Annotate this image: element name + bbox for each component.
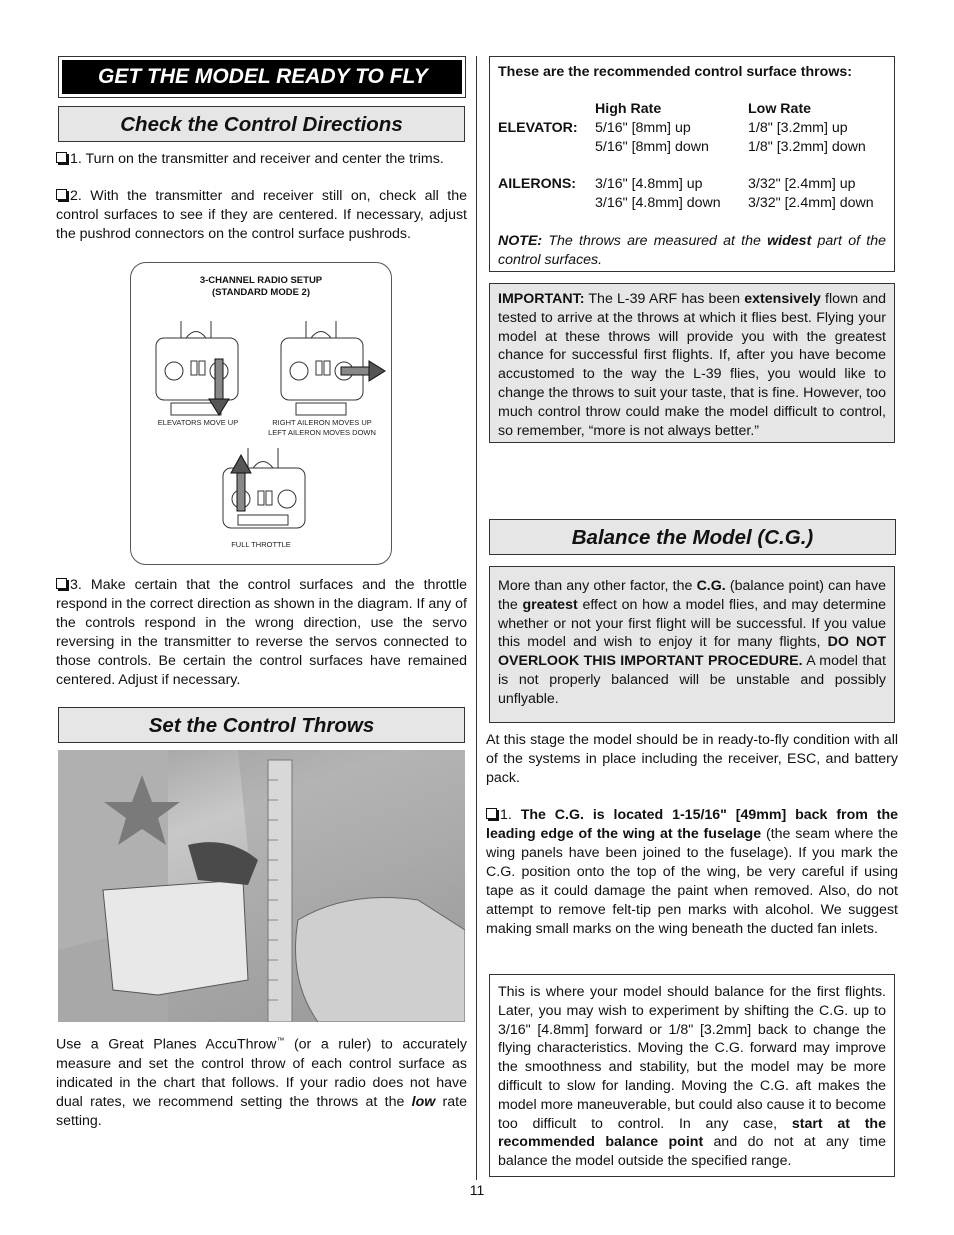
throws-note: NOTE: The throws are measured at the widest part of the control surfaces. [498, 233, 886, 268]
label-elevators-up: ELEVATORS MOVE UP [157, 418, 239, 427]
diagram-title-line2: (STANDARD MODE 2) [212, 287, 310, 298]
check-directions-header: Check the Control Directions [58, 106, 465, 142]
elevator-high-up: 5/16" [8mm] up [595, 120, 691, 136]
transmitter-throttle-icon [223, 448, 305, 528]
low-emphasis: low [411, 1093, 436, 1110]
ailerons-low-up: 3/32" [2.4mm] up [748, 176, 856, 192]
low-rate-header: Low Rate [748, 101, 812, 117]
ailerons-high-down: 3/16" [4.8mm] down [595, 195, 721, 211]
elevator-low-down: 1/8" [3.2mm] down [748, 139, 866, 155]
important-box: IMPORTANT: The L-39 ARF has been extensively flown and tested to arrive at the throws at which it flies best. Flying your model at these throws will provide you with the greatest chance for successful first flights. If, after you have become accustomed to the way the L-39 flies, you would like to change the throws to suit your taste, that is fine. However, too much control throw could make the model difficult to control, so remember, “more is not always better.” [489, 283, 895, 443]
ailerons-label: AILERONS: [498, 176, 577, 192]
step-1: 1. Turn on the transmitter and receiver and center the trims. [56, 150, 467, 169]
balance-guidance-box: This is where your model should balance for the first flights. Later, you may wish to experiment by shifting the C.G. up to 3/16" [4.8mm] forward or 1/8" [3.2mm] back to change the flying characteristics. Moving the C.G. forward may improve the smoothness and stability, but the model may be more difficult to slow for landing. Moving the C.G. aft makes the model more maneuverable, but could also cause it to become too difficult to control. In any case, start at the recommended balance point and do not at any time balance the model outside the specified range. [489, 974, 895, 1177]
column-divider [476, 56, 477, 1180]
step-2: 2. With the transmitter and receiver still on, check all the control surfaces to see if they are centered. If necessary, adjust the pushrod connectors on the control surface pushrods. [56, 188, 467, 242]
ailerons-low-down: 3/32" [2.4mm] down [748, 195, 874, 211]
set-throws-header: Set the Control Throws [58, 707, 465, 743]
page-number: 11 [469, 1182, 485, 1198]
label-aileron: RIGHT AILERON MOVES UP LEFT AILERON MOVES DOWN [268, 418, 376, 437]
label-full-throttle: FULL THROTTLE [231, 540, 291, 549]
down-arrow-icon [209, 359, 229, 415]
checkbox-icon[interactable] [486, 808, 497, 819]
checkbox-icon[interactable] [56, 578, 67, 589]
checkbox-icon[interactable] [56, 152, 67, 163]
step-3: 3. Make certain that the control surfaces and the throttle respond in the correct direction as shown in the diagram. If any of the controls respond in the wrong direction, use the servo reversing in the transmitter to reverse the servos connected to those controls. Be certain the control surfaces have remained centered. Adjust if necessary. [56, 577, 467, 688]
diagram-title-line1: 3-CHANNEL RADIO SETUP [199, 275, 323, 286]
throws-table-box [489, 56, 895, 272]
checkbox-icon[interactable] [56, 189, 67, 200]
ailerons-high-up: 3/16" [4.8mm] up [595, 176, 703, 192]
main-section-title: GET THE MODEL READY TO FLY [62, 60, 462, 94]
elevator-low-up: 1/8" [3.2mm] up [748, 120, 848, 136]
cg-importance-box: More than any other factor, the C.G. (balance point) can have the greatest effect on how a model flies, and may determine whether or not your first flight will be successful. If you value this model and wish to enjoy it for many flights, DO NOT OVERLOOK THIS IMPORTANT PROCEDURE. A model that is not properly balanced will be unstable and possibly unflyable. [489, 566, 895, 723]
main-section-header [58, 56, 466, 98]
ready-to-fly-paragraph: At this stage the model should be in ready-to-fly condition with all of the systems in place including the receiver, ESC, and battery pack. [486, 732, 898, 786]
radio-setup-diagram [130, 262, 392, 565]
throw-measurement-photo [58, 750, 465, 1022]
balance-model-header: Balance the Model (C.G.) [489, 519, 896, 555]
high-rate-header: High Rate [595, 101, 662, 117]
throws-box-title: These are the recommended control surface throws: [498, 64, 852, 80]
trademark-symbol: ™ [276, 1036, 285, 1045]
throws-table [498, 101, 890, 214]
accuthrow-paragraph: Use a Great Planes AccuThrow™ (or a ruler) to accurately measure and set the control throw of each control surface as indicated in the chart that follows. If your radio does not have dual rates, we recommend setting the throws at the low rate setting. [56, 1036, 467, 1129]
transmitter-illustrations [131, 263, 391, 563]
elevator-label: ELEVATOR: [498, 120, 578, 136]
elevator-high-down: 5/16" [8mm] down [595, 139, 709, 155]
cg-step-1: 1. The C.G. is located 1-15/16" [49mm] back from the leading edge of the wing at the fuselage (the seam where the wing panels have been joined to the fuselage). If you mark the C.G. position onto the top of the wing, be very careful if using tape as it could damage the paint when removed. Also, do not attempt to remove felt-tip pen marks with alcohol. We suggest making small marks on the wing beneath the ducted fan inlets. [486, 807, 898, 937]
